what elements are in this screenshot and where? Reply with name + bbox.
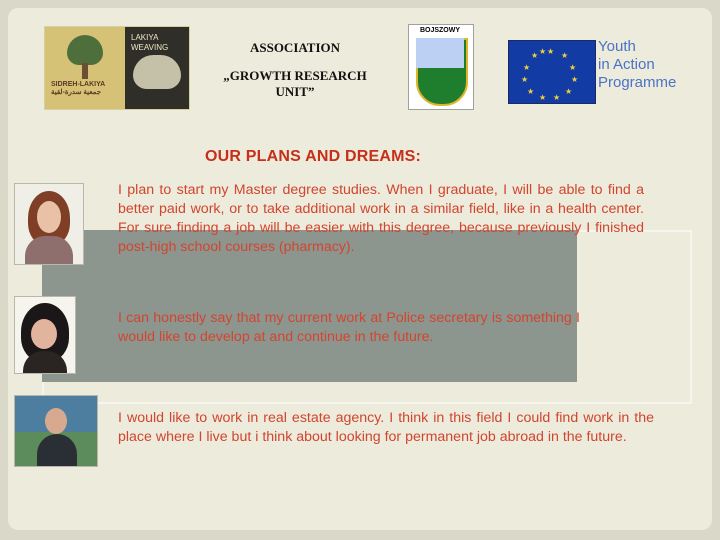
star-icon: ★ bbox=[565, 87, 573, 96]
tree-icon bbox=[67, 35, 103, 65]
star-icon: ★ bbox=[561, 51, 569, 60]
star-icon: ★ bbox=[569, 63, 577, 72]
body-shape bbox=[25, 236, 73, 264]
star-icon: ★ bbox=[539, 47, 547, 56]
plan-paragraph: I can honestly say that my current work at Police secretary is something I would like to develop at and continue in the future. bbox=[118, 310, 580, 345]
face-shape bbox=[37, 201, 61, 233]
star-icon: ★ bbox=[539, 93, 547, 102]
coat-label: BOJSZOWY bbox=[419, 27, 461, 34]
coat-of-arms bbox=[408, 24, 472, 108]
tree-trunk bbox=[82, 63, 88, 79]
header bbox=[0, 0, 720, 120]
eu-line: Youth bbox=[598, 38, 636, 55]
star-icon: ★ bbox=[553, 93, 561, 102]
portrait-photo bbox=[14, 395, 98, 467]
eu-flag-icon bbox=[508, 40, 596, 104]
star-icon: ★ bbox=[521, 75, 529, 84]
eu-program-text bbox=[598, 38, 708, 92]
shield-sky bbox=[416, 38, 464, 68]
association-label: ASSOCIATION bbox=[249, 40, 341, 55]
face-shape bbox=[31, 319, 57, 349]
face-shape bbox=[45, 408, 67, 434]
plan-paragraph: I would like to work in real estate agency. I think in this field I could find work in the place where I live but i think about looking for permanent job abroad in the future. bbox=[118, 410, 654, 445]
plan-paragraph: I plan to start my Master degree studies. When I graduate, I will be able to find a better paid work, or to take additional work in a similar field, like in a health center. For sure finding a job will be easier with this degree, because previously I finished post-high school courses (pharmacy). bbox=[118, 182, 644, 255]
logo-text: SIDREH-LAKIYA جمعية سدرة-لقية bbox=[51, 81, 105, 96]
sheep-icon bbox=[133, 55, 181, 89]
star-icon: ★ bbox=[531, 51, 539, 60]
eu-logo bbox=[508, 38, 702, 104]
portrait-photo bbox=[14, 183, 84, 265]
association-logo bbox=[44, 26, 190, 110]
portrait-photo bbox=[14, 296, 76, 374]
eu-line: Programme bbox=[598, 74, 677, 91]
page-title: OUR PLANS AND DREAMS: bbox=[205, 148, 422, 165]
star-icon: ★ bbox=[527, 87, 535, 96]
association-name: „GROWTH RESEARCH UNIT” bbox=[223, 68, 367, 99]
eu-line: in Action bbox=[598, 56, 655, 73]
body-shape bbox=[37, 434, 77, 466]
star-icon: ★ bbox=[523, 63, 531, 72]
association-title bbox=[205, 40, 385, 100]
weaving-text: LAKIYA WEAVING bbox=[131, 33, 169, 52]
star-icon: ★ bbox=[547, 47, 555, 56]
star-icon: ★ bbox=[571, 75, 579, 84]
